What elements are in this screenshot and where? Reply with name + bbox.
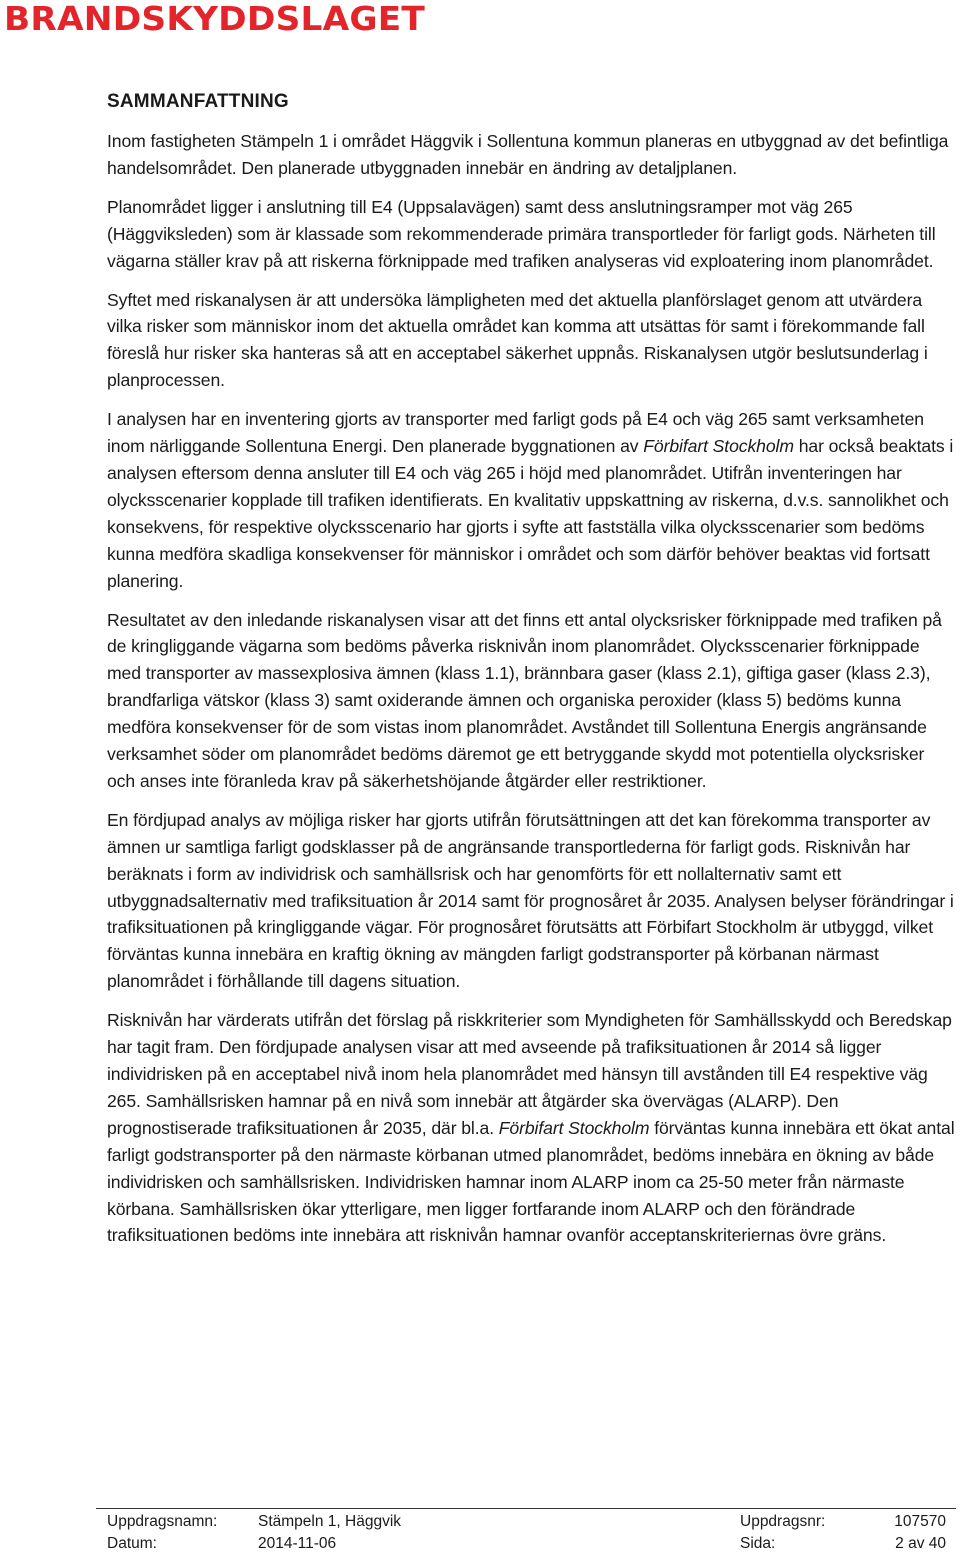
paragraph-text: förväntas kunna innebära ett ökat antal farligt godstransporter på den närmaste körbanan utmed planområdet, bedöms innebära en ökning av både individrisken och samhällsrisken. Individrisken hamnar inom ALARP inom ca 25-50 meter från närmaste körbana. Samhällsrisken ökar ytterligare, men ligger fortfarande inom ALARP och den förändrade trafiksituationen bedöms inte innebära att risknivån hamnar ovanför acceptanskriteriernas övre gräns.: [107, 1117, 955, 1246]
page-label: Sida:: [740, 1535, 776, 1552]
footer-row-1: [96, 1509, 956, 1531]
summary-paragraph-1: Inom fastigheten Stämpeln 1 i området Häggvik i Sollentuna kommun planeras en utbyggnad av det befintliga handelsområdet. Den planerade utbyggnaden innebär en ändring av detaljplanen.: [107, 131, 949, 178]
summary-paragraph-5: Resultatet av den inledande riskanalysen visar att det finns ett antal olycksrisker förknippade med trafiken på de kringliggande vägarna som bedöms påverka risknivån inom planområdet. Olycksscenarier förknippade med transporter av massexplosiva ämnen (klass 1.1), brännbara gaser (klass 2.1), giftiga gaser (klass 2.3), brandfarliga vätskor (klass 3) samt oxiderande ämnen och organiska peroxider (klass 5) bedöms kunna medföra konsekvenser för de som vistas inom planområdet. Avståndet till Sollentuna Energis angränsande verksamhet söder om planområdet bedöms däremot ge ett betryggande skydd mot potentiella olycksrisker och anses inte föranleda krav på säkerhetshöjande åtgärder eller restriktioner.: [107, 609, 942, 791]
summary-paragraph-2: Planområdet ligger i anslutning till E4 (Uppsalavägen) samt dess anslutningsramper mot väg 265 (Häggviksleden) som är klassade som rekommenderade primära transportleder för farligt gods. Närheten till vägarna ställer krav på att riskerna förknippade med trafiken analyseras vid exploatering inom planområdet.: [107, 196, 936, 271]
footer-row-2: [96, 1531, 956, 1553]
date-value: 2014-11-06: [258, 1535, 337, 1552]
paragraph-text: Risknivån har värderats utifrån det förslag på riskkriterier som Myndigheten för Samhällsskydd och Beredskap har tagit fram. Den fördjupade analysen visar att med avseende på trafiksituationen år 2014 så ligger individrisken på en acceptabel nivå inom hela planområdet med hänsyn till avstånden till E4 respektive väg 265. Samhällsrisken hamnar på en nivå som innebär att åtgärder ska övervägas (ALARP). Den prognostiserade trafiksituationen år 2035, där bl.a.: [107, 1010, 952, 1138]
summary-section: [107, 90, 957, 1261]
emphasis-project-name: Förbifart Stockholm: [643, 436, 794, 457]
summary-paragraph-6: En fördjupad analys av möjliga risker har gjorts utifrån förutsättningen att det kan förekomma transporter av ämnen ur samtliga farligt godsklasser på de angränsande transportlederna för farligt gods. Risknivån har beräknats i form av individrisk och samhällsrisk och har genomförts för ett nollalternativ samt ett utbyggnadsalternativ med trafiksituation år 2014 samt för prognosåret år 2035. Analysen belyser förändringar i trafiksituationen på kringliggande vägar. För prognosåret förutsätts att Förbifart Stockholm är utbyggd, vilket förväntas kunna innebära en kraftig ökning av mängden farligt godstransporter på körbanan närmast planområdet i förhållande till dagens situation.: [107, 809, 954, 992]
page-title: SAMMANFATTNING: [107, 91, 289, 112]
summary-paragraph-3: Syftet med riskanalysen är att undersöka lämpligheten med det aktuella planförslaget genom att utvärdera vilka risker som människor inom det aktuella området kan komma att utsättas för samt i förekommande fall föreslå hur risker ska hanteras så att en acceptabel säkerhet uppnås. Riskanalysen utgör beslutsunderlag i planprocessen.: [107, 289, 928, 391]
brand-logo: BRANDSKYDDSLAGET: [4, 0, 426, 38]
assignment-number-label: Uppdragsnr:: [740, 1513, 826, 1530]
assignment-name-value: Stämpeln 1, Häggvik: [258, 1513, 402, 1530]
emphasis-project-name: Förbifart Stockholm: [498, 1117, 650, 1138]
assignment-name-label: Uppdragsnamn:: [107, 1513, 218, 1530]
assignment-number-value: 107570: [894, 1513, 946, 1530]
summary-paragraph-7: [107, 1007, 957, 1249]
paragraph-text: I analysen har en inventering gjorts av transporter med farligt gods på E4 och väg 265 samt verksamheten inom närliggande Sollentuna Energi. Den planerade byggnationen av: [107, 409, 924, 457]
paragraph-text: har också beaktats i analysen eftersom denna ansluter till E4 och väg 265 i höjd med planområdet. Utifrån inventeringen har olycksscenarier kopplade till trafiken identifierats. En kvalitativ uppskattning av riskerna, d.v.s. sannolikhet och konsekvens, för respektive olycksscenario har gjorts i syfte att fastställa vilka olycksscenarier som bedöms kunna medföra skadliga konsekvenser för människor i området och som därför behöver beaktas vid fortsatt planering.: [107, 436, 954, 591]
summary-paragraph-4: [107, 406, 957, 594]
page-number: 2 av 40: [895, 1535, 946, 1552]
date-label: Datum:: [107, 1535, 157, 1552]
page-footer: [96, 1508, 956, 1553]
